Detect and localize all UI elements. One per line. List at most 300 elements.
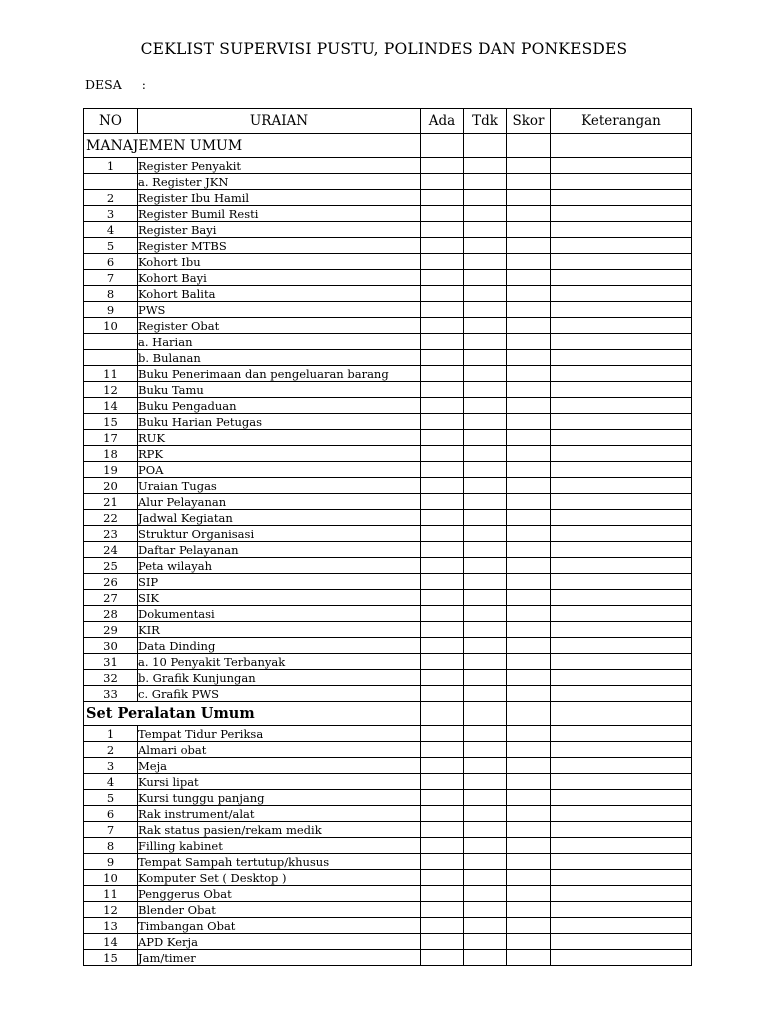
- section-ada-cell: [421, 134, 464, 158]
- ada-cell[interactable]: [421, 302, 464, 318]
- ada-cell[interactable]: [421, 686, 464, 702]
- table-row: [84, 302, 692, 318]
- keterangan-cell[interactable]: [551, 918, 692, 934]
- tdk-cell[interactable]: [464, 318, 507, 334]
- row-uraian: SIK: [138, 590, 421, 606]
- skor-cell[interactable]: [507, 574, 551, 590]
- ada-cell[interactable]: [421, 318, 464, 334]
- tdk-cell[interactable]: [464, 430, 507, 446]
- keterangan-cell[interactable]: [551, 806, 692, 822]
- row-number: 5: [84, 238, 138, 254]
- row-number: 14: [84, 934, 138, 950]
- ada-cell[interactable]: [421, 806, 464, 822]
- tdk-cell[interactable]: [464, 462, 507, 478]
- row-uraian: RPK: [138, 446, 421, 462]
- keterangan-cell[interactable]: [551, 886, 692, 902]
- tdk-cell[interactable]: [464, 302, 507, 318]
- keterangan-cell[interactable]: [551, 622, 692, 638]
- row-uraian: Daftar Pelayanan: [138, 542, 421, 558]
- keterangan-cell[interactable]: [551, 606, 692, 622]
- section-title: MANAJEMEN UMUM: [84, 134, 421, 158]
- skor-cell[interactable]: [507, 822, 551, 838]
- row-number: 31: [84, 654, 138, 670]
- skor-cell[interactable]: [507, 510, 551, 526]
- ada-cell[interactable]: [421, 350, 464, 366]
- skor-cell[interactable]: [507, 670, 551, 686]
- row-number: 33: [84, 686, 138, 702]
- table-row: [84, 838, 692, 854]
- ada-cell[interactable]: [421, 254, 464, 270]
- skor-cell[interactable]: [507, 686, 551, 702]
- tdk-cell[interactable]: [464, 806, 507, 822]
- row-uraian: a. Register JKN: [138, 174, 421, 190]
- skor-cell[interactable]: [507, 446, 551, 462]
- tdk-cell[interactable]: [464, 382, 507, 398]
- keterangan-cell[interactable]: [551, 838, 692, 854]
- row-uraian: Tempat Sampah tertutup/khusus: [138, 854, 421, 870]
- tdk-cell[interactable]: [464, 206, 507, 222]
- keterangan-cell[interactable]: [551, 670, 692, 686]
- tdk-cell[interactable]: [464, 822, 507, 838]
- tdk-cell[interactable]: [464, 590, 507, 606]
- table-row: [84, 726, 692, 742]
- ada-cell[interactable]: [421, 446, 464, 462]
- skor-cell[interactable]: [507, 238, 551, 254]
- skor-cell[interactable]: [507, 638, 551, 654]
- ada-cell[interactable]: [421, 742, 464, 758]
- ada-cell[interactable]: [421, 870, 464, 886]
- ada-cell[interactable]: [421, 622, 464, 638]
- section-title: Set Peralatan Umum: [84, 702, 421, 726]
- keterangan-cell[interactable]: [551, 790, 692, 806]
- tdk-cell[interactable]: [464, 334, 507, 350]
- tdk-cell[interactable]: [464, 366, 507, 382]
- keterangan-cell[interactable]: [551, 526, 692, 542]
- tdk-cell[interactable]: [464, 934, 507, 950]
- table-row: [84, 542, 692, 558]
- ada-cell[interactable]: [421, 838, 464, 854]
- ada-cell[interactable]: [421, 950, 464, 966]
- ada-cell[interactable]: [421, 774, 464, 790]
- keterangan-cell[interactable]: [551, 478, 692, 494]
- tdk-cell[interactable]: [464, 286, 507, 302]
- tdk-cell[interactable]: [464, 174, 507, 190]
- row-number: 9: [84, 854, 138, 870]
- tdk-cell[interactable]: [464, 510, 507, 526]
- skor-cell[interactable]: [507, 190, 551, 206]
- header-ada: Ada: [421, 109, 464, 134]
- tdk-cell[interactable]: [464, 950, 507, 966]
- ada-cell[interactable]: [421, 790, 464, 806]
- keterangan-cell[interactable]: [551, 686, 692, 702]
- ada-cell[interactable]: [421, 430, 464, 446]
- ada-cell[interactable]: [421, 670, 464, 686]
- tdk-cell[interactable]: [464, 350, 507, 366]
- keterangan-cell[interactable]: [551, 238, 692, 254]
- row-uraian: KIR: [138, 622, 421, 638]
- skor-cell[interactable]: [507, 430, 551, 446]
- skor-cell[interactable]: [507, 158, 551, 174]
- ada-cell[interactable]: [421, 286, 464, 302]
- table-row: [84, 494, 692, 510]
- ada-cell[interactable]: [421, 190, 464, 206]
- row-uraian: b. Grafik Kunjungan: [138, 670, 421, 686]
- keterangan-cell[interactable]: [551, 950, 692, 966]
- section-row: [84, 702, 692, 726]
- tdk-cell[interactable]: [464, 446, 507, 462]
- skor-cell[interactable]: [507, 854, 551, 870]
- row-uraian: a. 10 Penyakit Terbanyak: [138, 654, 421, 670]
- ada-cell[interactable]: [421, 542, 464, 558]
- skor-cell[interactable]: [507, 870, 551, 886]
- tdk-cell[interactable]: [464, 870, 507, 886]
- row-uraian: Buku Pengaduan: [138, 398, 421, 414]
- ada-cell[interactable]: [421, 590, 464, 606]
- skor-cell[interactable]: [507, 334, 551, 350]
- row-uraian: Register Bumil Resti: [138, 206, 421, 222]
- skor-cell[interactable]: [507, 918, 551, 934]
- keterangan-cell[interactable]: [551, 254, 692, 270]
- skor-cell[interactable]: [507, 318, 551, 334]
- skor-cell[interactable]: [507, 726, 551, 742]
- row-uraian: Penggerus Obat: [138, 886, 421, 902]
- table-row: [84, 222, 692, 238]
- table-row: [84, 238, 692, 254]
- keterangan-cell[interactable]: [551, 902, 692, 918]
- row-number: 26: [84, 574, 138, 590]
- ada-cell[interactable]: [421, 918, 464, 934]
- keterangan-cell[interactable]: [551, 494, 692, 510]
- row-uraian: Register Bayi: [138, 222, 421, 238]
- skor-cell[interactable]: [507, 302, 551, 318]
- tdk-cell[interactable]: [464, 494, 507, 510]
- ada-cell[interactable]: [421, 654, 464, 670]
- ada-cell[interactable]: [421, 270, 464, 286]
- keterangan-cell[interactable]: [551, 318, 692, 334]
- table-row: [84, 382, 692, 398]
- tdk-cell[interactable]: [464, 886, 507, 902]
- tdk-cell[interactable]: [464, 414, 507, 430]
- table-row: [84, 854, 692, 870]
- skor-cell[interactable]: [507, 542, 551, 558]
- row-uraian: Jadwal Kegiatan: [138, 510, 421, 526]
- tdk-cell[interactable]: [464, 542, 507, 558]
- table-body: [84, 134, 692, 966]
- skor-cell[interactable]: [507, 366, 551, 382]
- tdk-cell[interactable]: [464, 670, 507, 686]
- tdk-cell[interactable]: [464, 222, 507, 238]
- row-number: [84, 350, 138, 366]
- row-number: 14: [84, 398, 138, 414]
- row-number: [84, 174, 138, 190]
- row-uraian: Kursi lipat: [138, 774, 421, 790]
- row-uraian: Register Obat: [138, 318, 421, 334]
- ada-cell[interactable]: [421, 334, 464, 350]
- table-row: [84, 806, 692, 822]
- keterangan-cell[interactable]: [551, 302, 692, 318]
- table-row: [84, 526, 692, 542]
- row-number: 9: [84, 302, 138, 318]
- tdk-cell[interactable]: [464, 606, 507, 622]
- row-uraian: Data Dinding: [138, 638, 421, 654]
- tdk-cell[interactable]: [464, 270, 507, 286]
- keterangan-cell[interactable]: [551, 590, 692, 606]
- skor-cell[interactable]: [507, 558, 551, 574]
- row-number: 25: [84, 558, 138, 574]
- ada-cell[interactable]: [421, 902, 464, 918]
- ada-cell[interactable]: [421, 854, 464, 870]
- row-uraian: APD Kerja: [138, 934, 421, 950]
- ada-cell[interactable]: [421, 462, 464, 478]
- keterangan-cell[interactable]: [551, 558, 692, 574]
- section-row: [84, 134, 692, 158]
- row-number: 4: [84, 774, 138, 790]
- table-row: [84, 350, 692, 366]
- ada-cell[interactable]: [421, 822, 464, 838]
- ada-cell[interactable]: [421, 222, 464, 238]
- row-uraian: c. Grafik PWS: [138, 686, 421, 702]
- ada-cell[interactable]: [421, 558, 464, 574]
- row-uraian: Tempat Tidur Periksa: [138, 726, 421, 742]
- row-uraian: Buku Penerimaan dan pengeluaran barang: [138, 366, 421, 382]
- keterangan-cell[interactable]: [551, 934, 692, 950]
- tdk-cell[interactable]: [464, 918, 507, 934]
- tdk-cell[interactable]: [464, 398, 507, 414]
- row-number: 7: [84, 822, 138, 838]
- skor-cell[interactable]: [507, 774, 551, 790]
- row-number: 8: [84, 838, 138, 854]
- keterangan-cell[interactable]: [551, 742, 692, 758]
- row-uraian: POA: [138, 462, 421, 478]
- keterangan-cell[interactable]: [551, 190, 692, 206]
- row-number: 11: [84, 366, 138, 382]
- ada-cell[interactable]: [421, 638, 464, 654]
- row-uraian: Register Penyakit: [138, 158, 421, 174]
- skor-cell[interactable]: [507, 654, 551, 670]
- tdk-cell[interactable]: [464, 902, 507, 918]
- keterangan-cell[interactable]: [551, 382, 692, 398]
- keterangan-cell[interactable]: [551, 854, 692, 870]
- row-number: 4: [84, 222, 138, 238]
- keterangan-cell[interactable]: [551, 774, 692, 790]
- ada-cell[interactable]: [421, 606, 464, 622]
- keterangan-cell[interactable]: [551, 822, 692, 838]
- skor-cell[interactable]: [507, 950, 551, 966]
- table-row: [84, 334, 692, 350]
- row-number: 6: [84, 254, 138, 270]
- keterangan-cell[interactable]: [551, 870, 692, 886]
- tdk-cell[interactable]: [464, 574, 507, 590]
- section-skor-cell: [507, 702, 551, 726]
- table-row: [84, 670, 692, 686]
- tdk-cell[interactable]: [464, 686, 507, 702]
- keterangan-cell[interactable]: [551, 366, 692, 382]
- tdk-cell[interactable]: [464, 622, 507, 638]
- ada-cell[interactable]: [421, 238, 464, 254]
- keterangan-cell[interactable]: [551, 462, 692, 478]
- skor-cell[interactable]: [507, 462, 551, 478]
- skor-cell[interactable]: [507, 606, 551, 622]
- row-uraian: Meja: [138, 758, 421, 774]
- tdk-cell[interactable]: [464, 790, 507, 806]
- row-uraian: Peta wilayah: [138, 558, 421, 574]
- keterangan-cell[interactable]: [551, 574, 692, 590]
- keterangan-cell[interactable]: [551, 334, 692, 350]
- table-row: [84, 398, 692, 414]
- skor-cell[interactable]: [507, 398, 551, 414]
- ada-cell[interactable]: [421, 206, 464, 222]
- table-row: [84, 462, 692, 478]
- skor-cell[interactable]: [507, 758, 551, 774]
- row-number: 8: [84, 286, 138, 302]
- row-number: 12: [84, 382, 138, 398]
- skor-cell[interactable]: [507, 838, 551, 854]
- table-row: [84, 158, 692, 174]
- row-number: 11: [84, 886, 138, 902]
- keterangan-cell[interactable]: [551, 158, 692, 174]
- skor-cell[interactable]: [507, 934, 551, 950]
- ada-cell[interactable]: [421, 366, 464, 382]
- desa-separator: :: [141, 77, 146, 92]
- ada-cell[interactable]: [421, 158, 464, 174]
- keterangan-cell[interactable]: [551, 270, 692, 286]
- tdk-cell[interactable]: [464, 838, 507, 854]
- ada-cell[interactable]: [421, 174, 464, 190]
- table-row: [84, 790, 692, 806]
- table-row: [84, 430, 692, 446]
- row-uraian: Blender Obat: [138, 902, 421, 918]
- skor-cell[interactable]: [507, 590, 551, 606]
- ada-cell[interactable]: [421, 726, 464, 742]
- ada-cell[interactable]: [421, 934, 464, 950]
- keterangan-cell[interactable]: [551, 206, 692, 222]
- tdk-cell[interactable]: [464, 238, 507, 254]
- skor-cell[interactable]: [507, 886, 551, 902]
- section-tdk-cell: [464, 702, 507, 726]
- row-uraian: Buku Harian Petugas: [138, 414, 421, 430]
- tdk-cell[interactable]: [464, 478, 507, 494]
- ada-cell[interactable]: [421, 478, 464, 494]
- skor-cell[interactable]: [507, 806, 551, 822]
- keterangan-cell[interactable]: [551, 414, 692, 430]
- tdk-cell[interactable]: [464, 654, 507, 670]
- keterangan-cell[interactable]: [551, 446, 692, 462]
- row-uraian: PWS: [138, 302, 421, 318]
- table-row: [84, 654, 692, 670]
- ada-cell[interactable]: [421, 758, 464, 774]
- skor-cell[interactable]: [507, 286, 551, 302]
- tdk-cell[interactable]: [464, 742, 507, 758]
- tdk-cell[interactable]: [464, 558, 507, 574]
- skor-cell[interactable]: [507, 206, 551, 222]
- header-skor: Skor: [507, 109, 551, 134]
- table-row: [84, 174, 692, 190]
- keterangan-cell[interactable]: [551, 510, 692, 526]
- skor-cell[interactable]: [507, 790, 551, 806]
- header-tdk: Tdk: [464, 109, 507, 134]
- row-number: 7: [84, 270, 138, 286]
- skor-cell[interactable]: [507, 414, 551, 430]
- skor-cell[interactable]: [507, 174, 551, 190]
- row-uraian: Kohort Balita: [138, 286, 421, 302]
- keterangan-cell[interactable]: [551, 726, 692, 742]
- keterangan-cell[interactable]: [551, 350, 692, 366]
- checklist-table: [83, 108, 692, 966]
- keterangan-cell[interactable]: [551, 758, 692, 774]
- ada-cell[interactable]: [421, 414, 464, 430]
- row-uraian: Kursi tunggu panjang: [138, 790, 421, 806]
- tdk-cell[interactable]: [464, 726, 507, 742]
- keterangan-cell[interactable]: [551, 174, 692, 190]
- skor-cell[interactable]: [507, 254, 551, 270]
- header-no: NO: [84, 109, 138, 134]
- table-row: [84, 622, 692, 638]
- tdk-cell[interactable]: [464, 774, 507, 790]
- ada-cell[interactable]: [421, 510, 464, 526]
- row-uraian: SIP: [138, 574, 421, 590]
- tdk-cell[interactable]: [464, 526, 507, 542]
- row-number: 23: [84, 526, 138, 542]
- skor-cell[interactable]: [507, 494, 551, 510]
- ada-cell[interactable]: [421, 574, 464, 590]
- tdk-cell[interactable]: [464, 158, 507, 174]
- skor-cell[interactable]: [507, 902, 551, 918]
- table-row: [84, 902, 692, 918]
- skor-cell[interactable]: [507, 478, 551, 494]
- ada-cell[interactable]: [421, 886, 464, 902]
- table-row: [84, 886, 692, 902]
- keterangan-cell[interactable]: [551, 398, 692, 414]
- table-row: [84, 446, 692, 462]
- ada-cell[interactable]: [421, 398, 464, 414]
- row-number: 27: [84, 590, 138, 606]
- skor-cell[interactable]: [507, 622, 551, 638]
- skor-cell[interactable]: [507, 382, 551, 398]
- table-row: [84, 870, 692, 886]
- row-number: 12: [84, 902, 138, 918]
- document-title: CEKLIST SUPERVISI PUSTU, POLINDES DAN PONKESDES: [140, 40, 628, 58]
- section-keterangan-cell: [551, 702, 692, 726]
- tdk-cell[interactable]: [464, 254, 507, 270]
- skor-cell[interactable]: [507, 270, 551, 286]
- tdk-cell[interactable]: [464, 854, 507, 870]
- tdk-cell[interactable]: [464, 638, 507, 654]
- keterangan-cell[interactable]: [551, 430, 692, 446]
- row-number: 13: [84, 918, 138, 934]
- table-row: [84, 190, 692, 206]
- row-uraian: a. Harian: [138, 334, 421, 350]
- table-row: [84, 606, 692, 622]
- table-row: [84, 638, 692, 654]
- skor-cell[interactable]: [507, 742, 551, 758]
- keterangan-cell[interactable]: [551, 654, 692, 670]
- keterangan-cell[interactable]: [551, 222, 692, 238]
- keterangan-cell[interactable]: [551, 638, 692, 654]
- row-uraian: Rak instrument/alat: [138, 806, 421, 822]
- keterangan-cell[interactable]: [551, 286, 692, 302]
- row-number: 5: [84, 790, 138, 806]
- tdk-cell[interactable]: [464, 758, 507, 774]
- ada-cell[interactable]: [421, 526, 464, 542]
- keterangan-cell[interactable]: [551, 542, 692, 558]
- skor-cell[interactable]: [507, 526, 551, 542]
- row-number: 19: [84, 462, 138, 478]
- ada-cell[interactable]: [421, 494, 464, 510]
- ada-cell[interactable]: [421, 382, 464, 398]
- skor-cell[interactable]: [507, 222, 551, 238]
- skor-cell[interactable]: [507, 350, 551, 366]
- tdk-cell[interactable]: [464, 190, 507, 206]
